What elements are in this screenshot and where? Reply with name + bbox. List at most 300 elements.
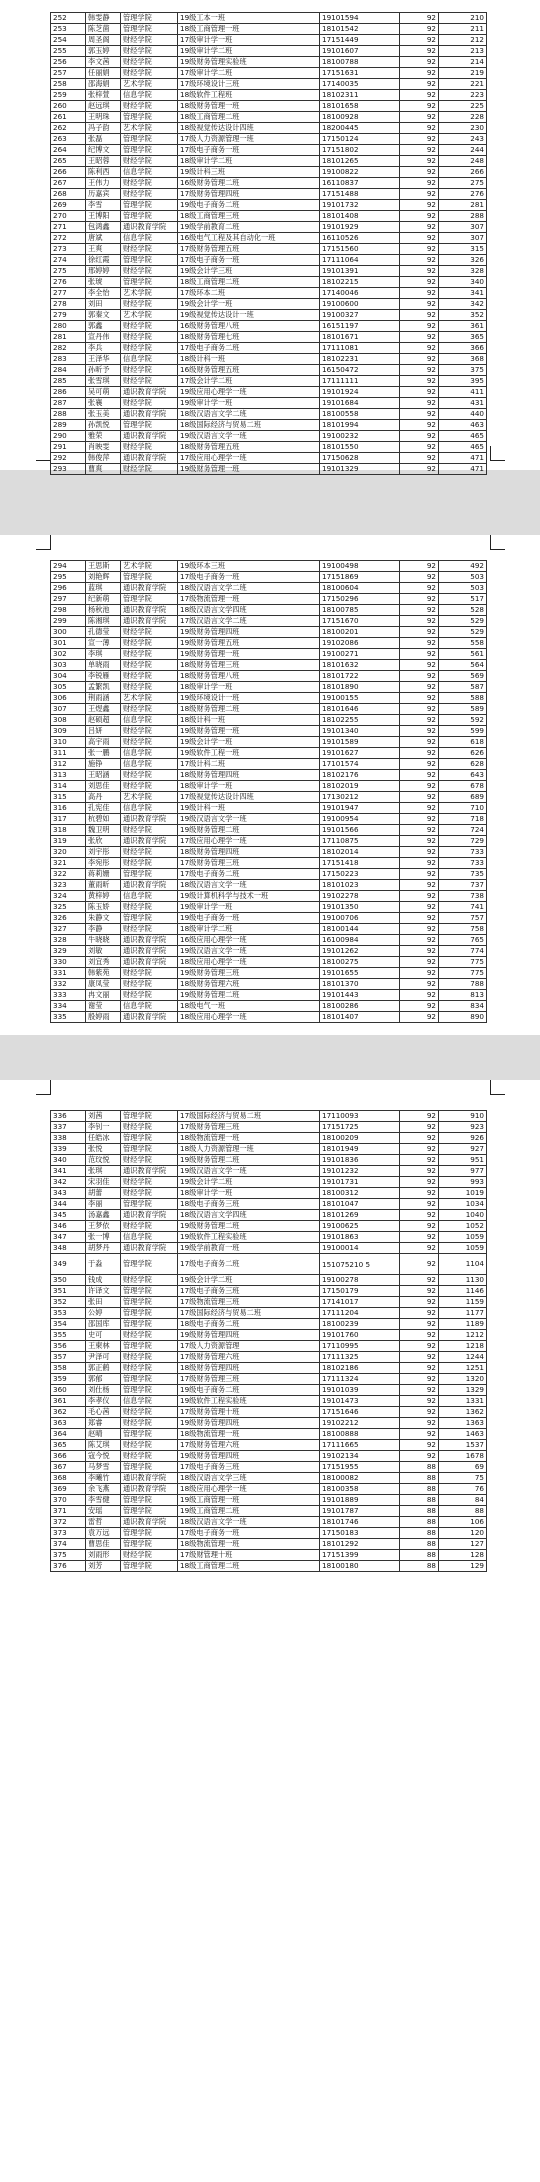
score-cell: 92 <box>400 46 439 57</box>
table-row <box>51 1396 487 1407</box>
score-cell: 92 <box>400 1221 439 1232</box>
score-cell: 92 <box>400 935 439 946</box>
row-number-cell: 357 <box>51 1352 86 1363</box>
table-row <box>51 453 487 464</box>
college-cell: 财经学院 <box>121 1352 178 1363</box>
name-cell: 包鸿鑫 <box>86 222 121 233</box>
row-number-cell: 373 <box>51 1528 86 1539</box>
table-row <box>51 781 487 792</box>
college-cell: 财经学院 <box>121 321 178 332</box>
rank-cell: 243 <box>439 134 487 145</box>
class-cell: 19级财务管理二班 <box>178 1221 320 1232</box>
table-row <box>51 572 487 583</box>
student-id-cell: 19100155 <box>320 693 400 704</box>
class-cell: 17级物流管理三班 <box>178 1297 320 1308</box>
rank-cell: 244 <box>439 145 487 156</box>
row-number-cell: 363 <box>51 1418 86 1429</box>
rank-cell: 890 <box>439 1012 487 1023</box>
score-cell: 92 <box>400 946 439 957</box>
rank-cell: 1331 <box>439 1396 487 1407</box>
table-row <box>51 13 487 24</box>
rank-cell: 718 <box>439 814 487 825</box>
college-cell: 管理学院 <box>121 211 178 222</box>
college-cell: 管理学院 <box>121 1374 178 1385</box>
college-cell: 财经学院 <box>121 1188 178 1199</box>
table-row <box>51 869 487 880</box>
class-cell: 19级环本三班 <box>178 561 320 572</box>
college-cell: 管理学院 <box>121 1297 178 1308</box>
table-row <box>51 24 487 35</box>
score-cell: 92 <box>400 1122 439 1133</box>
rank-cell: 729 <box>439 836 487 847</box>
class-cell: 18级汉语言文学二班 <box>178 583 320 594</box>
rank-cell: 528 <box>439 605 487 616</box>
table-row <box>51 913 487 924</box>
student-id-cell: 18101658 <box>320 101 400 112</box>
college-cell: 通识教育学院 <box>121 1517 178 1528</box>
rank-cell: 328 <box>439 266 487 277</box>
name-cell: 王柬林 <box>86 1341 121 1352</box>
table-row <box>51 68 487 79</box>
class-cell: 17级计科二班 <box>178 759 320 770</box>
class-cell: 19级应用心理学一班 <box>178 387 320 398</box>
table-row <box>51 1385 487 1396</box>
college-cell: 管理学院 <box>121 1144 178 1155</box>
name-cell: 杨秋池 <box>86 605 121 616</box>
rank-cell: 326 <box>439 255 487 266</box>
college-cell: 通识教育学院 <box>121 1484 178 1495</box>
score-cell: 92 <box>400 277 439 288</box>
rank-cell: 340 <box>439 277 487 288</box>
row-number-cell: 299 <box>51 616 86 627</box>
student-id-cell: 18100286 <box>320 1001 400 1012</box>
student-id-cell: 17111325 <box>320 1352 400 1363</box>
class-cell: 18级工商管理三班 <box>178 211 320 222</box>
rank-cell: 1034 <box>439 1199 487 1210</box>
name-cell: 郭玉婷 <box>86 46 121 57</box>
score-cell: 92 <box>400 244 439 255</box>
row-number-cell: 347 <box>51 1232 86 1243</box>
college-cell: 财经学院 <box>121 1122 178 1133</box>
college-cell: 信息学院 <box>121 748 178 759</box>
score-cell: 92 <box>400 869 439 880</box>
name-cell: 魏卫明 <box>86 825 121 836</box>
college-cell: 艺术学院 <box>121 123 178 134</box>
name-cell: 孟繁凯 <box>86 682 121 693</box>
score-cell: 92 <box>400 1396 439 1407</box>
student-id-cell: 18100558 <box>320 409 400 420</box>
class-cell: 18级财务管理二班 <box>178 704 320 715</box>
student-id-cell: 17111324 <box>320 1374 400 1385</box>
row-number-cell: 328 <box>51 935 86 946</box>
name-cell: 孙凯悦 <box>86 420 121 431</box>
rank-cell: 1104 <box>439 1254 487 1275</box>
table-row <box>51 277 487 288</box>
rank-cell: 923 <box>439 1122 487 1133</box>
college-cell: 管理学院 <box>121 420 178 431</box>
college-cell: 财经学院 <box>121 979 178 990</box>
college-cell: 信息学院 <box>121 1232 178 1243</box>
score-cell: 92 <box>400 1111 439 1122</box>
table-row <box>51 343 487 354</box>
student-id-cell: 19102278 <box>320 891 400 902</box>
table-body <box>51 1111 487 1572</box>
table-row <box>51 112 487 123</box>
name-cell: 尹泽可 <box>86 1352 121 1363</box>
row-number-cell: 310 <box>51 737 86 748</box>
score-cell: 88 <box>400 1517 439 1528</box>
table-row <box>51 1111 487 1122</box>
table-row <box>51 748 487 759</box>
score-cell: 92 <box>400 1418 439 1429</box>
row-number-cell: 367 <box>51 1462 86 1473</box>
college-cell: 信息学院 <box>121 354 178 365</box>
rank-cell: 88 <box>439 1506 487 1517</box>
name-cell: 胡梦丹 <box>86 1243 121 1254</box>
student-id-cell: 16110526 <box>320 233 400 244</box>
table-row <box>51 332 487 343</box>
college-cell: 财经学院 <box>121 924 178 935</box>
rank-cell: 1363 <box>439 1418 487 1429</box>
class-cell: 17级财管理十班 <box>178 1550 320 1561</box>
rank-cell: 266 <box>439 167 487 178</box>
class-cell: 17级人力资源管理 <box>178 1341 320 1352</box>
student-id-cell: 18100928 <box>320 112 400 123</box>
student-id-cell: 19101627 <box>320 748 400 759</box>
class-cell: 19级财务管理二班 <box>178 1155 320 1166</box>
class-cell: 18级电子商务三班 <box>178 1199 320 1210</box>
row-number-cell: 308 <box>51 715 86 726</box>
row-number-cell: 352 <box>51 1297 86 1308</box>
row-number-cell: 335 <box>51 1012 86 1023</box>
score-cell: 92 <box>400 387 439 398</box>
student-id-cell: 17111204 <box>320 1308 400 1319</box>
score-cell: 92 <box>400 123 439 134</box>
college-cell: 通识教育学院 <box>121 957 178 968</box>
table-row <box>51 134 487 145</box>
class-cell: 19级工商管理一班 <box>178 1495 320 1506</box>
row-number-cell: 343 <box>51 1188 86 1199</box>
student-id-cell: 17110875 <box>320 836 400 847</box>
score-cell: 88 <box>400 1561 439 1572</box>
class-cell: 19级财务管理三班 <box>178 968 320 979</box>
table-row <box>51 35 487 46</box>
score-cell: 92 <box>400 1275 439 1286</box>
score-cell: 92 <box>400 1188 439 1199</box>
table-row <box>51 1539 487 1550</box>
name-cell: 刘思佳 <box>86 781 121 792</box>
table-row <box>51 1012 487 1023</box>
score-cell: 92 <box>400 858 439 869</box>
class-cell: 19级工本一班 <box>178 13 320 24</box>
class-cell: 18级财务管理一班 <box>178 101 320 112</box>
table-body <box>51 13 487 475</box>
rank-cell: 678 <box>439 781 487 792</box>
rank-cell: 1362 <box>439 1407 487 1418</box>
name-cell: 余飞燕 <box>86 1484 121 1495</box>
class-cell: 18级国际经济与贸易二班 <box>178 420 320 431</box>
student-id-cell: 18102014 <box>320 847 400 858</box>
rank-cell: 564 <box>439 660 487 671</box>
name-cell: 刘宜秀 <box>86 957 121 968</box>
table-row <box>51 1155 487 1166</box>
table-row <box>51 880 487 891</box>
rank-cell: 440 <box>439 409 487 420</box>
score-cell: 92 <box>400 968 439 979</box>
college-cell: 信息学院 <box>121 715 178 726</box>
student-id-cell: 19101787 <box>320 1506 400 1517</box>
table-row <box>51 299 487 310</box>
college-cell: 管理学院 <box>121 1133 178 1144</box>
name-cell: 李丽 <box>86 1199 121 1210</box>
class-cell: 17级汉语言文学二班 <box>178 616 320 627</box>
student-id-cell: 17150628 <box>320 453 400 464</box>
class-cell: 17级财务管理六班 <box>178 1440 320 1451</box>
rank-cell: 569 <box>439 671 487 682</box>
row-number-cell: 312 <box>51 759 86 770</box>
class-cell: 18级应用心理学一班 <box>178 1484 320 1495</box>
college-cell: 管理学院 <box>121 112 178 123</box>
student-id-cell: 16150472 <box>320 365 400 376</box>
table-row <box>51 1166 487 1177</box>
rank-cell: 230 <box>439 123 487 134</box>
rank-cell: 352 <box>439 310 487 321</box>
name-cell: 任皓冰 <box>86 1133 121 1144</box>
college-cell: 通识教育学院 <box>121 409 178 420</box>
name-cell: 李宛彤 <box>86 858 121 869</box>
score-cell: 92 <box>400 1144 439 1155</box>
student-id-cell: 17111081 <box>320 343 400 354</box>
rank-cell: 1189 <box>439 1319 487 1330</box>
score-cell: 92 <box>400 1155 439 1166</box>
name-cell: 宣一薄 <box>86 638 121 649</box>
row-number-cell: 323 <box>51 880 86 891</box>
row-number-cell: 360 <box>51 1385 86 1396</box>
row-number-cell: 358 <box>51 1363 86 1374</box>
score-cell: 92 <box>400 68 439 79</box>
row-number-cell: 267 <box>51 178 86 189</box>
class-cell: 17级国际经济与贸易二班 <box>178 1308 320 1319</box>
class-cell: 18级物流管理一班 <box>178 1133 320 1144</box>
table-row <box>51 1275 487 1286</box>
name-cell: 钱成 <box>86 1275 121 1286</box>
rank-cell: 1678 <box>439 1451 487 1462</box>
table-row <box>51 222 487 233</box>
score-cell: 92 <box>400 409 439 420</box>
score-cell: 92 <box>400 1001 439 1012</box>
class-cell: 16级财务管理二班 <box>178 178 320 189</box>
score-cell: 92 <box>400 693 439 704</box>
row-number-cell: 351 <box>51 1286 86 1297</box>
rank-cell: 775 <box>439 968 487 979</box>
student-id-cell: 17151670 <box>320 616 400 627</box>
rank-cell: 1130 <box>439 1275 487 1286</box>
college-cell: 财经学院 <box>121 464 178 475</box>
row-number-cell: 332 <box>51 979 86 990</box>
student-id-cell: 19101929 <box>320 222 400 233</box>
row-number-cell: 338 <box>51 1133 86 1144</box>
table-row <box>51 770 487 781</box>
table-row <box>51 266 487 277</box>
name-cell: 张琪 <box>86 1166 121 1177</box>
row-number-cell: 255 <box>51 46 86 57</box>
table-row <box>51 957 487 968</box>
class-cell: 19级软件工程实验班 <box>178 1232 320 1243</box>
college-cell: 财经学院 <box>121 101 178 112</box>
table-row <box>51 1133 487 1144</box>
crop-mark-bottom-right <box>490 446 505 461</box>
student-id-cell: 19101732 <box>320 200 400 211</box>
table-row <box>51 1550 487 1561</box>
student-id-cell: 18101646 <box>320 704 400 715</box>
crop-mark-bottom-left <box>36 446 51 461</box>
table-row <box>51 1243 487 1254</box>
student-id-cell: 16110837 <box>320 178 400 189</box>
student-id-cell: 18101632 <box>320 660 400 671</box>
score-cell: 92 <box>400 1308 439 1319</box>
rank-cell: 465 <box>439 442 487 453</box>
table-row <box>51 1517 487 1528</box>
document-page-3 <box>0 1080 540 2182</box>
crop-mark-top-right <box>490 1080 505 1095</box>
student-id-cell: 18101722 <box>320 671 400 682</box>
college-cell: 管理学院 <box>121 869 178 880</box>
name-cell: 雅荣 <box>86 431 121 442</box>
college-cell: 通识教育学院 <box>121 946 178 957</box>
score-cell: 92 <box>400 79 439 90</box>
name-cell: 王泽华 <box>86 354 121 365</box>
name-cell: 张梓萱 <box>86 90 121 101</box>
class-cell: 19级财务管理四班 <box>178 1451 320 1462</box>
college-cell: 信息学院 <box>121 233 178 244</box>
college-cell: 管理学院 <box>121 1506 178 1517</box>
name-cell: 宋羽佳 <box>86 1177 121 1188</box>
table-row <box>51 464 487 475</box>
score-cell: 92 <box>400 354 439 365</box>
student-id-cell: 18100358 <box>320 1484 400 1495</box>
score-cell: 92 <box>400 57 439 68</box>
class-cell: 19级财务管理四班 <box>178 1418 320 1429</box>
class-cell: 18级工商管理二班 <box>178 1561 320 1572</box>
student-id-cell: 18101890 <box>320 682 400 693</box>
class-cell: 18级汉语言文学一班 <box>178 1517 320 1528</box>
row-number-cell: 263 <box>51 134 86 145</box>
college-cell: 财经学院 <box>121 781 178 792</box>
row-number-cell: 261 <box>51 112 86 123</box>
score-cell: 92 <box>400 35 439 46</box>
row-number-cell: 284 <box>51 365 86 376</box>
rank-cell: 910 <box>439 1111 487 1122</box>
name-cell: 张雪琪 <box>86 376 121 387</box>
table-row <box>51 1418 487 1429</box>
score-cell: 92 <box>400 156 439 167</box>
name-cell: 于淼 <box>86 1254 121 1275</box>
student-id-cell: 19101760 <box>320 1330 400 1341</box>
row-number-cell: 334 <box>51 1001 86 1012</box>
score-cell: 92 <box>400 1385 439 1396</box>
row-number-cell: 322 <box>51 869 86 880</box>
name-cell: 邵海娟 <box>86 79 121 90</box>
table-row <box>51 715 487 726</box>
class-cell: 17级电子商务二班 <box>178 343 320 354</box>
rank-cell: 628 <box>439 759 487 770</box>
row-number-cell: 282 <box>51 343 86 354</box>
rank-cell: 129 <box>439 1561 487 1572</box>
rank-cell: 307 <box>439 233 487 244</box>
score-cell: 92 <box>400 1352 439 1363</box>
class-cell: 19级审计学二班 <box>178 46 320 57</box>
score-cell: 92 <box>400 13 439 24</box>
student-id-cell: 18101408 <box>320 211 400 222</box>
college-cell: 管理学院 <box>121 1308 178 1319</box>
college-cell: 艺术学院 <box>121 79 178 90</box>
name-cell: 邢婷婷 <box>86 266 121 277</box>
class-cell: 17级电子商务二班 <box>178 1254 320 1275</box>
college-cell: 财经学院 <box>121 46 178 57</box>
college-cell: 财经学院 <box>121 682 178 693</box>
row-number-cell: 344 <box>51 1199 86 1210</box>
class-cell: 18级物流管理一班 <box>178 1539 320 1550</box>
college-cell: 财经学院 <box>121 1440 178 1451</box>
rank-cell: 221 <box>439 79 487 90</box>
name-cell: 郭郁 <box>86 1374 121 1385</box>
table-row <box>51 1429 487 1440</box>
score-cell: 92 <box>400 814 439 825</box>
student-id-cell: 19101863 <box>320 1232 400 1243</box>
student-id-cell: 17150296 <box>320 594 400 605</box>
class-cell: 18级财务管理三班 <box>178 660 320 671</box>
rank-cell: 1244 <box>439 1352 487 1363</box>
college-cell: 管理学院 <box>121 1528 178 1539</box>
score-cell: 92 <box>400 1166 439 1177</box>
class-cell: 18级财务管理七班 <box>178 332 320 343</box>
rank-cell: 281 <box>439 200 487 211</box>
table-row <box>51 123 487 134</box>
class-cell: 19级会计学三班 <box>178 266 320 277</box>
student-id-cell: 17151488 <box>320 189 400 200</box>
row-number-cell: 331 <box>51 968 86 979</box>
table-row <box>51 759 487 770</box>
class-cell: 18级人力资源管理一班 <box>178 1144 320 1155</box>
student-id-cell: 17140035 <box>320 79 400 90</box>
name-cell: 李雪健 <box>86 1495 121 1506</box>
score-cell: 92 <box>400 189 439 200</box>
row-number-cell: 316 <box>51 803 86 814</box>
score-cell: 92 <box>400 398 439 409</box>
row-number-cell: 364 <box>51 1429 86 1440</box>
crop-mark-top-left <box>36 535 51 550</box>
name-cell: 郭正鹤 <box>86 1363 121 1374</box>
row-number-cell: 293 <box>51 464 86 475</box>
college-cell: 财经学院 <box>121 902 178 913</box>
name-cell: 蒋莉姗 <box>86 869 121 880</box>
rank-cell: 1059 <box>439 1232 487 1243</box>
name-cell: 张欣 <box>86 836 121 847</box>
score-cell: 92 <box>400 638 439 649</box>
table-row <box>51 693 487 704</box>
row-number-cell: 277 <box>51 288 86 299</box>
rank-cell: 588 <box>439 693 487 704</box>
score-cell: 92 <box>400 420 439 431</box>
rank-cell: 368 <box>439 354 487 365</box>
score-cell: 92 <box>400 24 439 35</box>
class-cell: 18级应用心理学一班 <box>178 957 320 968</box>
table-row <box>51 167 487 178</box>
student-id-cell: 17140046 <box>320 288 400 299</box>
name-cell: 韩雯静 <box>86 13 121 24</box>
class-cell: 19级软件工程实验班 <box>178 1396 320 1407</box>
name-cell: 李琪 <box>86 649 121 660</box>
